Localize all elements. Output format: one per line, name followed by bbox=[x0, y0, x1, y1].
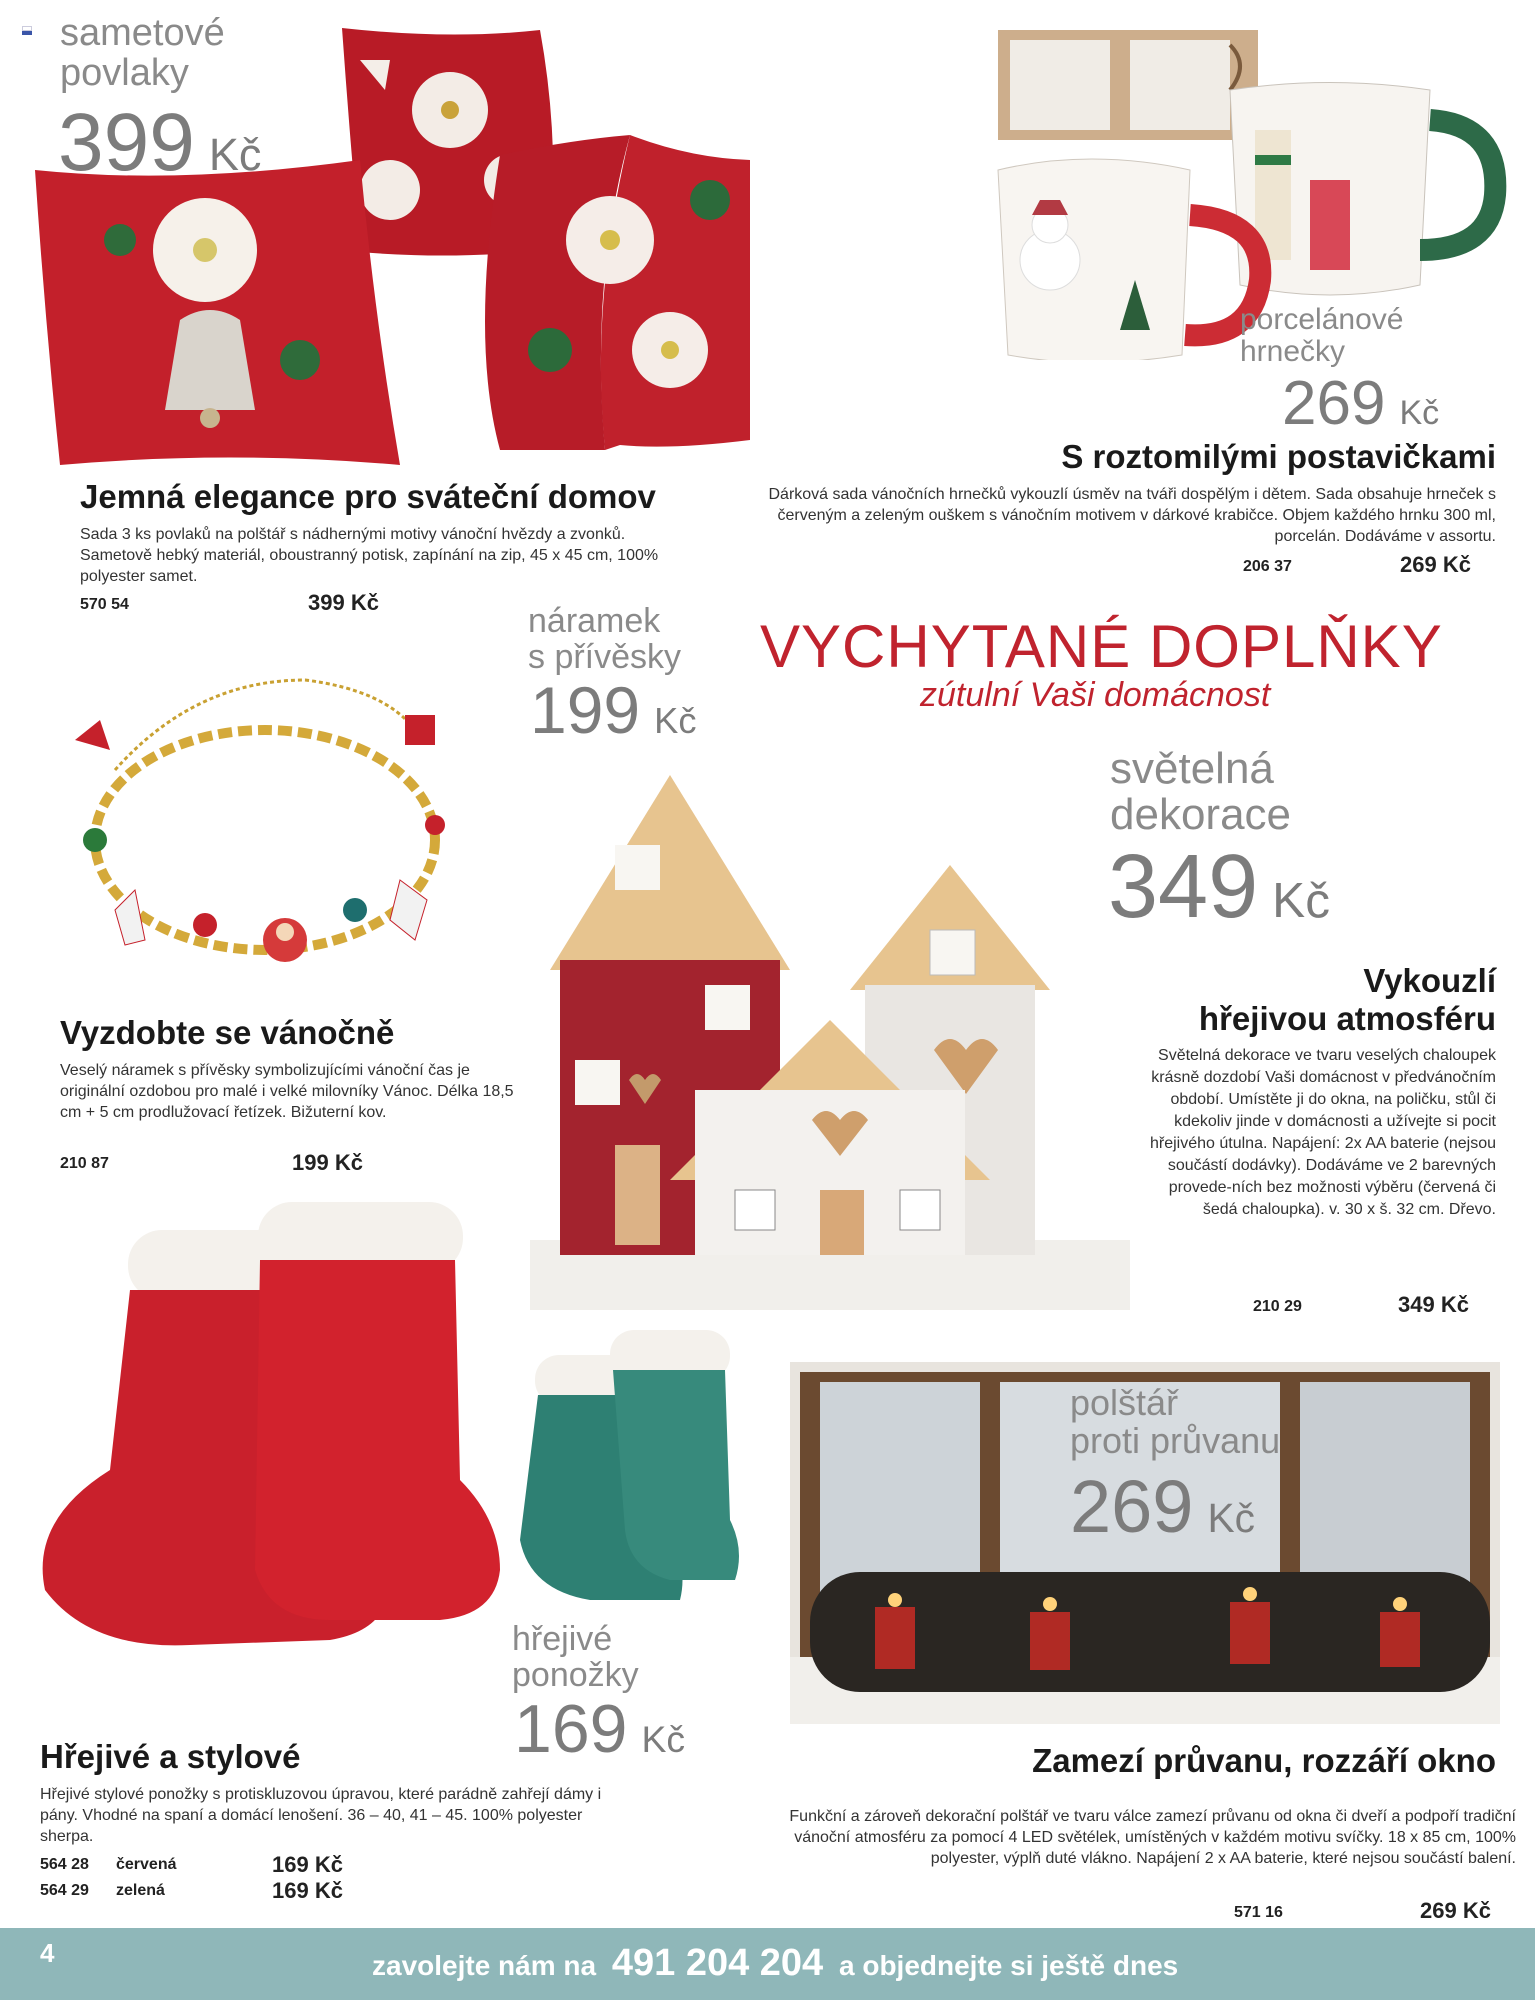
bracelet-price-currency: Kč bbox=[654, 700, 697, 741]
pillows-label-line2: povlaky bbox=[60, 51, 189, 94]
pillows-heading: Jemná elegance pro sváteční domov bbox=[80, 478, 656, 515]
pillows-price-number: 399 bbox=[58, 97, 195, 188]
socks-description: Hřejivé stylové ponožky s protiskluzovou úpravou, které parádně zahřejí dámy i pány. Vhodné na spaní a domácí lenošení. 36 – 40, 41 – 45. 100% polyester sherpa. bbox=[40, 1786, 602, 1845]
socks-price-number: 169 bbox=[514, 1691, 628, 1767]
bracelet-price-number: 199 bbox=[530, 673, 641, 747]
draft-label-line1: polštář bbox=[1070, 1382, 1179, 1423]
draft-price: 269 Kč bbox=[1420, 1898, 1491, 1923]
draft-price-big bbox=[1070, 1464, 1255, 1549]
houses-heading-line2: hřejivou atmosféru bbox=[1198, 1000, 1496, 1037]
houses-price-big bbox=[1108, 836, 1330, 939]
draft-description: Funkční a zároveň dekorační polštář ve tvaru válce zamezí průvanu od okna či dveří a podpoří tradiční vánoční atmosféru za pomocí 4 LED světélek, umístěných v každém motivu svíčky. 18 x 85 cm, 100% polyester, výplň duté vlákno. Napájení 2 x AA baterie, které nejsou součástí balení. bbox=[789, 1808, 1516, 1867]
bracelet-image bbox=[55, 640, 475, 1010]
socks-heading: Hřejivé a stylové bbox=[40, 1738, 301, 1775]
pillows-label bbox=[60, 14, 225, 94]
bracelet-heading: Vyzdobte se vánočně bbox=[60, 1014, 395, 1051]
socks-variant-price: 169 Kč bbox=[272, 1878, 343, 1903]
draft-label-line2: proti průvanu bbox=[1070, 1419, 1281, 1461]
section-subtitle: zútulní Vaši domácnost bbox=[920, 676, 1271, 714]
bracelet-label-line2: s přívěsky bbox=[528, 637, 682, 676]
mugs-label-line2: hrnečky bbox=[1240, 334, 1346, 368]
houses-code: 210 29 bbox=[1253, 1298, 1302, 1315]
socks-label bbox=[512, 1622, 639, 1693]
houses-heading-line1: Vykouzlí bbox=[1363, 962, 1496, 999]
footer-bar bbox=[0, 1928, 1535, 2000]
draft-price-currency: Kč bbox=[1207, 1495, 1255, 1541]
socks-variant-2 bbox=[40, 1878, 370, 1902]
mugs-price: 269 Kč bbox=[1400, 552, 1471, 577]
mugs-price-number: 269 bbox=[1282, 369, 1386, 438]
bracelet-price-big bbox=[530, 672, 696, 748]
footer-call-text bbox=[372, 1942, 1178, 1985]
mugs-heading: S roztomilými postavičkami bbox=[1061, 438, 1496, 475]
socks-variant-code: 564 28 bbox=[40, 1856, 89, 1873]
socks-image bbox=[30, 1190, 750, 1665]
houses-price-currency: Kč bbox=[1272, 873, 1330, 928]
pillows-code: 570 54 bbox=[80, 596, 129, 613]
houses-label-line1: světelná bbox=[1110, 744, 1274, 793]
footer-text-after: a objednejte si ještě dnes bbox=[838, 1950, 1179, 1981]
socks-label-line2: ponožky bbox=[512, 1655, 639, 1694]
mugs-label bbox=[1240, 304, 1454, 367]
socks-price-currency: Kč bbox=[641, 1718, 686, 1760]
draft-heading: Zamezí průvanu, rozzáří okno bbox=[1032, 1742, 1496, 1779]
socks-variant-price: 169 Kč bbox=[272, 1852, 343, 1877]
mugs-description: Dárková sada vánočních hrnečků vykouzlí úsměv na tváři dospělým i dětem. Sada obsahuje hrneček s červeným a zeleným ouškem s vánočním motivem v dárkové krabičce. Objem každého hrnku 300 ml, porcelán. Dodáváme v assortu. bbox=[768, 486, 1496, 545]
mugs-code: 206 37 bbox=[1243, 558, 1292, 575]
bracelet-label bbox=[528, 604, 681, 675]
pillows-price-currency: Kč bbox=[208, 129, 262, 180]
houses-heading bbox=[1140, 962, 1496, 1038]
bracelet-code: 210 87 bbox=[60, 1155, 109, 1172]
socks-label-line1: hřejivé bbox=[512, 1620, 613, 1658]
socks-variant-color: červená bbox=[116, 1856, 177, 1873]
mugs-price-currency: Kč bbox=[1399, 394, 1440, 432]
houses-price: 349 Kč bbox=[1398, 1292, 1469, 1317]
footer-text-before: zavolejte nám na bbox=[372, 1950, 597, 1981]
draft-price-number: 269 bbox=[1070, 1465, 1194, 1548]
page-number: 4 bbox=[40, 1938, 55, 1968]
bracelet-description: Veselý náramek s přívěsky symbolizujícími vánoční čas je originální ozdobou pro malé i velké milovníky Vánoc. Délka 18,5 cm + 5 cm prodlužovací řetízek. Bižuterní kov. bbox=[60, 1062, 514, 1121]
socks-variant-1 bbox=[40, 1852, 370, 1876]
houses-price-number: 349 bbox=[1108, 837, 1259, 937]
pillows-description: Sada 3 ks povlaků na polštář s nádhernými motivy vánoční hvězdy a zvonků. Sametově hebký materiál, oboustranný potisk, zapínání na zip, 45 x 45 cm, 100% polyester samet. bbox=[80, 526, 659, 585]
houses-description: Světelná dekorace ve tvaru veselých chaloupek krásně dozdobí Vaši domácnost v předvánočním období. Umístěte ji do okna, na poličku, stůl či kdekoliv jinde v domácnosti a užívejte si pocit hřejivého útulna. Napájení: 2x AA baterie (nejsou součástí dodávky). Dodáváme ve 2 barevných provede-ních bez možnosti výběru (červená či šedá chaloupka). v. 30 x š. 32 cm. Dřevo. bbox=[1150, 1047, 1497, 1218]
section-title: VYCHYTANÉ DOPLŇKY bbox=[760, 613, 1443, 680]
mugs-price-big bbox=[1282, 368, 1439, 439]
houses-label-line2: dekorace bbox=[1110, 790, 1292, 840]
draft-label bbox=[1070, 1384, 1280, 1460]
pillows-price: 399 Kč bbox=[308, 590, 379, 615]
footer-phone[interactable]: 491 204 204 bbox=[611, 1942, 824, 1984]
mugs-label-line1: porcelánové bbox=[1240, 303, 1404, 336]
bracelet-price: 199 Kč bbox=[292, 1150, 363, 1175]
socks-variant-code: 564 29 bbox=[40, 1882, 89, 1899]
socks-variant-color: zelená bbox=[116, 1882, 165, 1899]
draft-code: 571 16 bbox=[1234, 1904, 1283, 1921]
bracelet-label-line1: náramek bbox=[528, 602, 661, 640]
socks-price-big bbox=[514, 1690, 685, 1768]
pillows-price-big bbox=[58, 96, 261, 190]
houses-label bbox=[1110, 746, 1291, 838]
pillows-label-line1: sametové bbox=[60, 12, 225, 54]
